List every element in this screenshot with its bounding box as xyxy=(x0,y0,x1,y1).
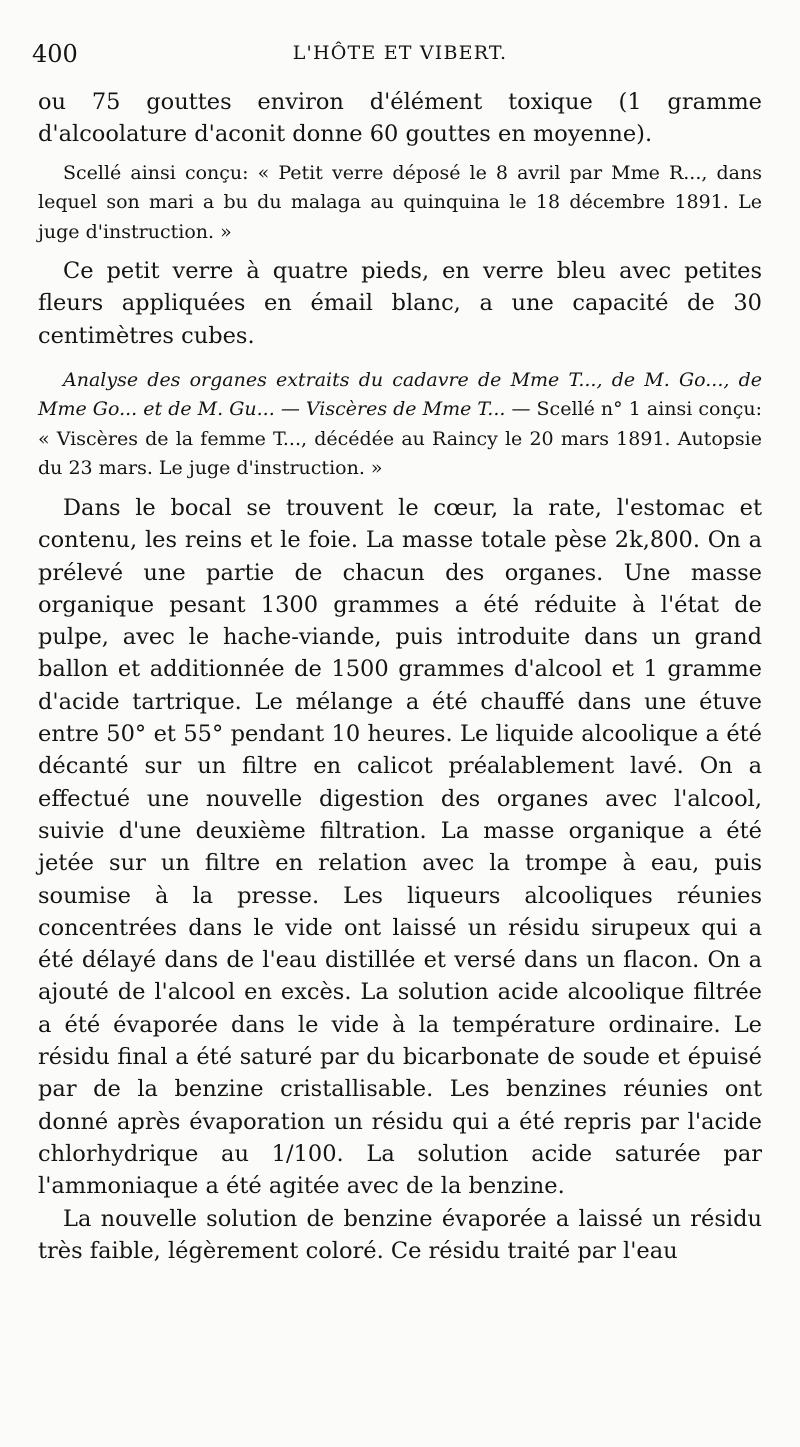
paragraph-seal-description: Scellé ainsi conçu: « Petit verre déposé le 8 avril par Mme R..., dans lequel son mari a bu du malaga au quinquina le 18 décembre 1891. Le juge d'instruction. » xyxy=(38,161,762,243)
paragraph-glass-description: Ce petit verre à quatre pieds, en verre bleu avec petites fleurs appliquées en émail blanc, a une capacité de 30 centimètres cubes. xyxy=(38,258,762,349)
paragraph-procedure: Dans le bocal se trouvent le cœur, la rate, l'estomac et contenu, les reins et le foie. La masse totale pèse 2k,800. On a prélevé une partie de chacun des organes. Une masse organique pesant 1300 grammes a été réduite à l'état de pulpe, avec le hache-viande, puis introduite dans un grand ballon et additionnée de 1500 grammes d'alcool et 1 gramme d'acide tartrique. Le mélange a été chauffé dans une étuve entre 50° et 55° pendant 10 heures. Le liquide alcoolique a été décanté sur un filtre en calicot préalablement lavé. On a effectué une nouvelle digestion des organes avec l'alcool, suivie d'une deuxième filtration. La masse organique a été jetée sur un filtre en relation avec la trompe à eau, puis soumise à la presse. Les liqueurs alcooliques réunies concentrées dans le vide ont laissé un résidu sirupeux qui a été délayé dans de l'eau distillée et versé dans un flacon. On a ajouté de l'alcool en excès. La solution acide alcoolique filtrée a été évaporée dans le vide à la température ordinaire. Le résidu final a été saturé par du bicarbonate de soude et épuisé par de la benzine cristallisable. Les benzines réunies ont donné après évaporation un résidu qui a été repris par l'acide chlorhydrique au 1/100. La solution acide saturée par l'ammoniaque a été agitée avec de la benzine. xyxy=(38,494,762,1200)
paragraph-continuation: ou 75 gouttes environ d'élément toxique (1 gramme d'alcoolature d'aconit donne 60 gouttes en moyenne). xyxy=(38,89,762,148)
paragraph-benzine-residue: La nouvelle solution de benzine évaporée a laissé un résidu très faible, légèrement coloré. Ce résidu traité par l'eau xyxy=(38,1205,762,1264)
running-head: L'HÔTE ET VIBERT. xyxy=(292,42,508,64)
page-header xyxy=(32,30,762,86)
seal-number-description: — Scellé n° 1 ainsi conçu: « Viscères de la femme T..., décédée au Raincy le 20 mars 1891. Autopsie du 23 mars. Le juge d'instruction. » xyxy=(38,398,762,480)
page-number: 400 xyxy=(32,40,78,68)
paragraph-organ-analysis-heading xyxy=(38,366,762,484)
analysis-title: Analyse des organes extraits du cadavre de Mme T..., de M. Go..., de Mme Go... et de M. Gu... — Viscères de Mme T... xyxy=(38,368,762,421)
